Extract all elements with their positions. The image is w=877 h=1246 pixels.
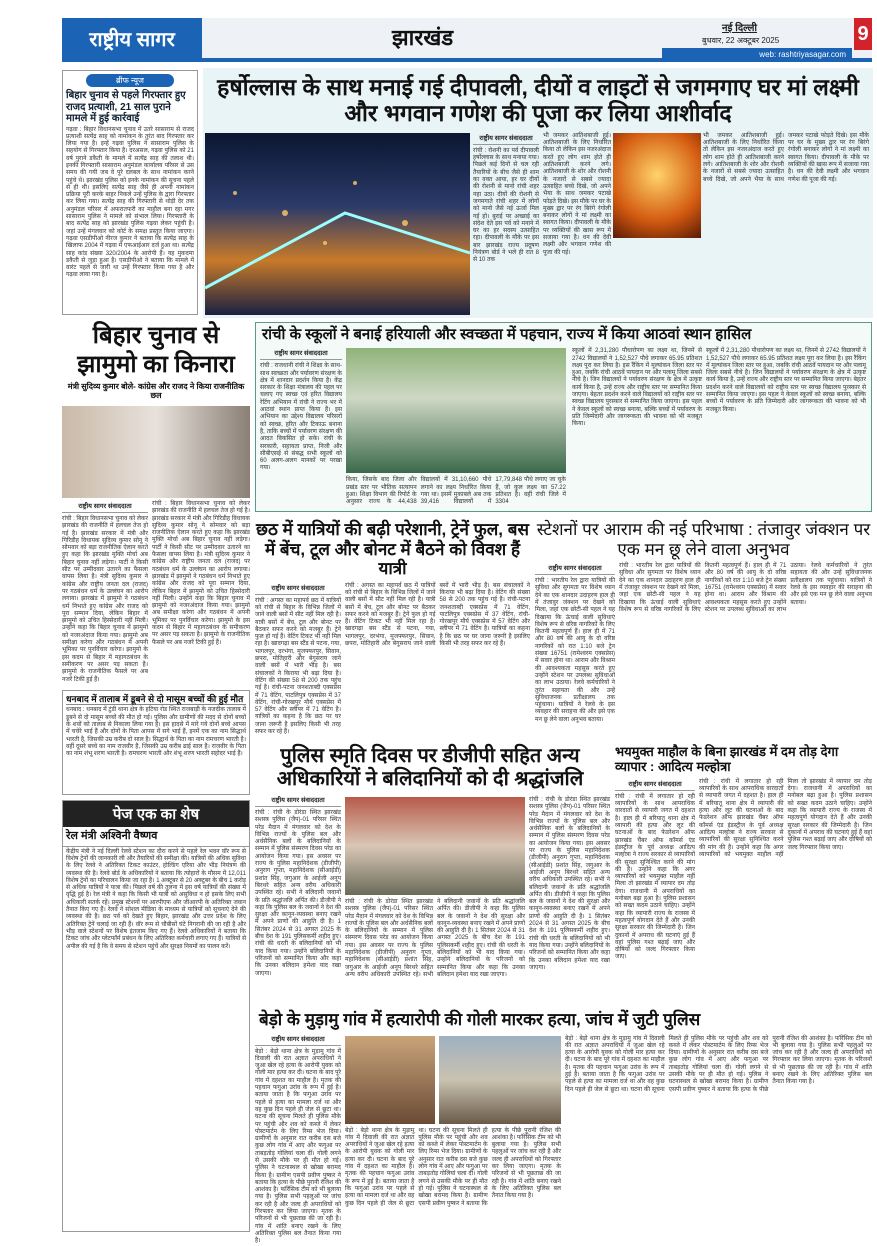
byline: राष्ट्रीय सागर संवाददाता	[255, 1034, 341, 1046]
newspaper-logo: राष्ट्रीय सागर	[62, 18, 202, 58]
top-story	[203, 68, 873, 318]
press-conference-photo	[62, 406, 250, 498]
byline: राष्ट्रीय सागर संवाददाता	[615, 779, 695, 791]
page-one-continued	[62, 800, 250, 1232]
stations-body-1: रांची : भारतीय रेल द्वारा यात्रियों की सुविधा और सुगमता पर विशेष ध्यान देने का एक शानदार उदाहरण हाल ही में तंजावुर जंक्शन पर देखने को मिला, जहां एक छोटी-सी पहल ने यह दिखाया कि ऊंचाई वाली सुविधाएं विशेष रूप से वरिष्ठ नागरिकों के लिए कितनी महत्वपूर्ण हैं। हाल ही में 71 और 80 वर्ष की आयु के दो वरिष्ठ नागरिकों को रात 1:10 बजे ट्रेन संख्या 16751 (रामेश्वरम एक्सप्रेस) में सवार होना था। आराम और विश्राम की आवश्यकता महसूस करते हुए उन्होंने स्टेशन पर उपलब्ध सुविधाओं का लाभ उठाया। रेलवे कर्मचारियों ने तुरंत सहायता की और उन्हें सुविधाजनक प्रतीक्षालय तक पहुंचाया। यात्रियों ने रेलवे के इस व्यवहार की सराहना की और इसे एक मन छू लेने वाला अनुभव बताया।	[535, 578, 615, 723]
dhanbad-headline[interactable]: धनबाद में तालाब में डूबने से दो मासूम बच्चों की हुई मौत	[66, 694, 246, 705]
bihar-subheadline: मंत्री सुदिव्य कुमार बोले- कांग्रेस और राजद ने किया राजनीतिक छल	[67, 381, 245, 400]
continued-body: केंद्रीय मंत्री ने नई दिल्ली रेलवे स्टेशन का दौरा करने से पहले रेल भवन वॉर रूम से विशेष ट्रेनों की जानकारी ली और तैयारियों की समीक्षा की। यात्रियों की अधिक सुविधा के लिए रेलवे ने अतिरिक्त टिकट काउंटर, होल्डिंग एरिया और भीड़ नियंत्रण की व्यवस्था की है। रेलवे बोर्ड के अधिकारियों ने बताया कि त्योहारों के मौसम में 12,011 विशेष ट्रेनों का परिचालन किया जा रहा है। 1 अक्टूबर से 20 अक्टूबर के बीच 1 करोड़ से अधिक यात्रियों ने यात्रा की। पिछले वर्ष की तुलना में इस वर्ष यात्रियों की संख्या में वृद्धि हुई है। रेल मंत्री ने कहा कि किसी भी यात्री को असुविधा न हो इसके लिए सभी अधिकारी सतर्क रहें। प्रमुख स्टेशनों पर आरपीएफ और जीआरपी के अतिरिक्त जवान तैनात किए गए हैं। रेलवे ने सोशल मीडिया के माध्यम से यात्रियों को सूचनाएं देने की व्यवस्था की है। छठ पर्व को देखते हुए बिहार, झारखंड और उत्तर प्रदेश के लिए अतिरिक्त ट्रेनें चलाई जा रही हैं। वॉर रूम से चौबीसों घंटे निगरानी की जा रही है और भीड़ वाले स्टेशनों पर विशेष इंतजाम किए गए हैं। रेलवे अधिकारियों ने बताया कि टिकट जांच और प्लेटफॉर्म प्रबंधन के लिए अतिरिक्त कर्मचारी लगाए गए हैं। यात्रियों से अपील की गई है कि वे समय से स्टेशन पहुंचें और सुरक्षा नियमों का पालन करें।	[66, 848, 246, 950]
bihar-story	[62, 322, 250, 687]
dhanbad-body: धनबाद : धनबाद में टुंडी थाना क्षेत्र के हटिया रोड स्थित राजबाड़ी के नजदीक तालाब में डूबने से दो मासूम बच्चों की मौत हो गई। पुलिस और ग्रामीणों की मदद से दोनों बच्चों के शवों को तालाब से निकाला लिया गया है। इस हादसे में मारे गये दोनों बच्चे आपस में चचेरे भाई हैं और दोनों के पिता आपस में सगे भाई हैं, इनमें एक का नाम सिद्धार्थ भारती है, जिसकी उम्र करीब दो साल है। सिद्धार्थ के पिता का नाम रामचरण भारती है। वहीं दूसरे बच्चे का नाम राजवीर है, जिसकी उम्र करीब ढाई साल है। राजवीर के पिता का नाम शंभू शरण भारती है। रामचरण भारती और शंभू शरण भारती सहोदर भाई हैं।	[66, 707, 246, 758]
chhath-body-1: रांची : अगस्त का महापर्व छठ में यात्रियों को रांची से बिहार के विभिन्न जिलों में जाने वाली बसों में सीट नहीं मिल रही है। यात्री बसों में बेंच, टूल और बोनट पर बैठकर सफर करने को मजबूर हैं। ट्रेनें फुल हो गई हैं। वेटिंग टिकट भी नहीं मिल रहा है। खादगढ़ा बस स्टैंड से पटना, गया, भागलपुर, दरभंगा, मुजफ्फरपुर, सिवान, छपरा, मोतिहारी और बेगूसराय जाने वाली बसों में भारी भीड़ है। बस संचालकों ने किराया भी बढ़ा दिया है। वेटिंग की संख्या 58 से 200 तक पहुंच गई है। रांची-पटना जनशताब्दी एक्सप्रेस में 71 वेटिंग, पाटलिपुत्र एक्सप्रेस में 37 वेटिंग, रांची-गोरखपुर मौर्य एक्सप्रेस में 57 वेटिंग और स्लीपर में 71 वेटिंग है। यात्रियों का कहना है कि छठ पर घर जाना जरूरी है इसलिए किसी भी तरह सफर कर रहे हैं।	[255, 597, 341, 735]
schools-story	[255, 322, 872, 512]
bero-body-1: बेड़ो : बेड़ो थाना क्षेत्र के मुड़ामु गांव में दिवाली की रात अज्ञात अपराधियों ने जुआ खेल रहे हत्या के आरोपी युवक को गोली मार हत्या कर दी। घटना के बाद पूरे गांव में दहशत का माहौल है। मृतक की पहचान फगुआ उरांव के रूप में हुई है। बताया जाता है कि फगुआ उरांव पर पहले से हत्या का मामला दर्ज था और वह कुछ दिन पहले ही जेल से छूटा था। घटना की सूचना मिलते ही पुलिस मौके पर पहुंची और शव को कब्जे में लेकर पोस्टमार्टम के लिए रिम्स भेज दिया। ग्रामीणों के अनुसार रात करीब दस बजे कुछ लोग गांव में आए और फगुआ पर ताबड़तोड़ गोलियां चला दीं। गोली लगने से उसकी मौके पर ही मौत हो गई। पुलिस ने घटनास्थल से खोखा बरामद किया है। ग्रामीण एसपी प्रवीण पुष्कर ने बताया कि हत्या के पीछे पुरानी रंजिश की आशंका है। फॉरेंसिक टीम को भी बुलाया गया है। पुलिस सभी पहलुओं पर जांच कर रही है और जल्द ही अपराधियों को गिरफ्तार कर लिया जाएगा। मृतक के परिजनों से भी पूछताछ की जा रही है। गांव में शांति बनाए रखने के लिए अतिरिक्त पुलिस बल तैनात किया गया है।	[255, 1048, 342, 1245]
police-body-2: रांची : रांची के डोरंडा स्थित झारखंड सशस्त्र पुलिस (जैप)-01 परिसर स्थित परेड मैदान में मंगलवार को देश के विभिन्न राज्यों के पुलिस बल और अर्धसैनिक बलों के बलिदानियों के सम्मान में पुलिस संस्मरण दिवस परेड का आयोजन किया गया। इस अवसर पर राज्य के पुलिस महानिदेशक (डीजीपी) अनुराग गुप्ता, महानिदेशक (सीआईडी) प्रशांत सिंह, जगुआर के आईजी अनूप बिरथरे सहित अन्य वरीय अधिकारी उपस्थित रहे। सभी ने बलिदानी जवानों के प्रति श्रद्धांजलि अर्पित की। डीजीपी ने कहा कि पुलिस बल के जवानों ने देश की सुरक्षा और कानून-व्यवस्था बनाए रखने में अपने प्राणों की आहुति दी है। 1 सितंबर 2024 से 31 अगस्त 2025 के बीच देश के 191 पुलिसकर्मी शहीद हुए। रांची की धरती के बलिदानियों को भी याद किया गया। उन्होंने बलिदानियों के परिजनों को सम्मानित किया और कहा कि उनका बलिदान हमेशा याद रखा जाएगा।	[345, 899, 525, 978]
bero-headline[interactable]: बेड़ो के मुड़ामु गांव में हत्यारोपी की गोली मारकर हत्या, जांच में जुटी पुलिस	[259, 1010, 701, 1029]
schools-headline[interactable]: रांची के स्कूलों ने बनाई हरियाली और स्वच्छता में पहचान, राज्य में किया आठवां स्थान हासिल	[262, 326, 752, 343]
top-body-3: भी जमकर आतिशबाजी हुई। आतिशबाजी के लिए निर्धारित किया तो लेकिन इस नजरअंदाज करते हुए लोग शाम होते ही आतिशबाजी करने लगे। आतिशबाजी के शोर और रोशनी के नजारों से सबसे ज्यादा उत्साहित बच्चे दिखे, जो अपने भैया के साथ जमकर पटाखे फोड़ते दिखे। इस मौके पर घर के मुख्य द्वार पर रंग बिरंगे रंगोली बनाकर लोगों ने मां लक्ष्मी का स्वागत किया। दीपावली के मौके पर व्यक्तियों की खास रूप में सजाया गया है। धन की देवी लक्ष्मी और भगवान गणेश की पूजा की गई।	[703, 132, 869, 183]
bihar-headline[interactable]: बिहार चुनाव से झामुमो का किनारा	[77, 322, 235, 378]
schools-body-1: रांची : राजधानी रांची ने शिक्षा के साथ-साथ स्वच्छता और पर्यावरण संरक्षण के क्षेत्र में शानदार प्रदर्शन किया है। केंद्र सरकार के शिक्षा मंत्रालय की पहल पर चलाए गए स्वच्छ एवं हरित विद्यालय रेटिंग अभियान में रांची ने राज्य भर में आठवां स्थान प्राप्त किया है। इस अभियान का उद्देश्य विद्यालय परिसरों को स्वच्छ, हरित और टिकाऊ बनाना है, ताकि बच्चों में पर्यावरण संरक्षण की आदत विकसित हो सके। रांची के सरकारी, सहायता प्राप्त, निजी और सीबीएसई से संबद्ध सभी स्कूलों को 60 अलग-अलग मानकों पर परखा गया।	[260, 363, 342, 472]
trade-body-2: रांची : रांची में लगातार हो रही व्यापारियों के साथ आपराधिक वारदातों से व्यापारी जगत में दहशत है। हाल ही में बरियातू थाना क्षेत्र में व्यापारी की हत्या और लूट की घटनाओं के बाद फेडरेशन ऑफ झारखंड चैंबर ऑफ कॉमर्स एंड इंडस्ट्रीज के पूर्व अध्यक्ष आदित्य मल्होत्रा ने राज्य सरकार से व्यापारियों की सुरक्षा सुनिश्चित करने की मांग की है। उन्होंने कहा कि अगर व्यापारियों को भयमुक्त माहौल नहीं मिला तो झारखंड में व्यापार दम तोड़ देगा। राजधानी में अपराधियों का मनोबल बढ़ा हुआ है। पुलिस प्रशासन को सख्त कदम उठाने चाहिए। उन्होंने कहा कि व्यापारी राज्य के राजस्व में महत्वपूर्ण योगदान देते हैं और उनकी सुरक्षा सरकार की जिम्मेदारी है। जिन दुकानों में अपराध की घटनाएं हुई हैं वहां पुलिस गश्त बढ़ाई जाए और दोषियों को जल्द गिरफ्तार किया जाए।	[699, 778, 872, 858]
stations-body-2: रांची : भारतीय रेल द्वारा यात्रियों की सुविधा और सुगमता पर विशेष ध्यान देने का एक शानदार उदाहरण हाल ही में तंजावुर जंक्शन पर देखने को मिला, जहां एक छोटी-सी पहल ने यह दिखाया कि ऊंचाई वाली सुविधाएं विशेष रूप से वरिष्ठ नागरिकों के लिए कितनी महत्वपूर्ण हैं। हाल ही में 71 और 80 वर्ष की आयु के दो वरिष्ठ नागरिकों को रात 1:10 बजे ट्रेन संख्या 16751 (रामेश्वरम एक्सप्रेस) में सवार होना था। आराम और विश्राम की आवश्यकता महसूस करते हुए उन्होंने स्टेशन पर उपलब्ध सुविधाओं का लाभ उठाया। रेलवे कर्मचारियों ने तुरंत सहायता की और उन्हें सुविधाजनक प्रतीक्षालय तक पहुंचाया। यात्रियों ने रेलवे के इस व्यवहार की सराहना की और इसे एक मन छू लेने वाला अनुभव बताया।	[619, 563, 872, 613]
byline: राष्ट्रीय सागर संवाददाता	[473, 133, 539, 145]
police-story	[255, 745, 610, 1003]
police-parade-photo	[345, 797, 525, 895]
bero-story	[255, 1010, 872, 1245]
masthead	[62, 18, 872, 62]
page-number: 9	[854, 18, 872, 50]
chhath-story	[255, 520, 530, 738]
top-headline[interactable]: हर्षोल्लास के साथ मनाई गई दीपावली, दीयों व लाइटों से जगमगाए घर मां लक्ष्मी और भगवान गणेश की पूजा कर लिया आशीर्वाद	[217, 74, 859, 127]
bihar-body-1: रांची : बिहार विधानसभा चुनाव को लेकर झारखंड की राजनीति में हलचल तेज हो गई है। झारखंड सरकार में मंत्री और गिरिडीह विधायक सुदिव्य कुमार सोनू ने सोमवार को बड़ा राजनीतिक ऐलान करते हुए कहा कि झारखंड मुक्ति मोर्चा अब बिहार चुनाव नहीं लड़ेगा। पार्टी ने किसी सीट पर उम्मीदवार उतारने का फैसला वापस लिया है। मंत्री सुदिव्य कुमार ने कांग्रेस और राष्ट्रीय जनता दल (राजद) पर गठबंधन धर्म के उल्लंघन का आरोप लगाया। झारखंड में झामुमो ने गठबंधन धर्म निभाते हुए कांग्रेस और राजद को पूरा सम्मान दिया, लेकिन बिहार में झामुमो को उचित हिस्सेदारी नहीं मिली। उन्होंने कहा कि बिहार चुनाव में झामुमो को नजरअंदाज किया गया। झामुमो अब समीक्षा करेगा और गठबंधन में अपनी भूमिका पर पुनर्विचार करेगा। झामुमो के इस कदम से बिहार में महागठबंधन के समीकरण पर असर पड़ सकता है। झामुमो के राजनीतिक फैसले पर अब नजरें टिकी हुई हैं।	[62, 515, 148, 683]
trade-headline[interactable]: भयमुक्त माहौल के बिना झारखंड में दम तोड़ देगा व्यापार : आदित्य मल्होत्रा	[615, 744, 839, 774]
stations-story	[535, 520, 872, 738]
bero-body-2: बेड़ो : बेड़ो थाना क्षेत्र के मुड़ामु गांव में दिवाली की रात अज्ञात अपराधियों ने जुआ खेल रहे हत्या के आरोपी युवक को गोली मार हत्या कर दी। घटना के बाद पूरे गांव में दहशत का माहौल है। मृतक की पहचान फगुआ उरांव के रूप में हुई है। बताया जाता है कि फगुआ उरांव पर पहले से हत्या का मामला दर्ज था और वह कुछ दिन पहले ही जेल से छूटा था। घटना की सूचना मिलते ही पुलिस मौके पर पहुंची और शव को कब्जे में लेकर पोस्टमार्टम के लिए रिम्स भेज दिया। ग्रामीणों के अनुसार रात करीब दस बजे कुछ लोग गांव में आए और फगुआ पर ताबड़तोड़ गोलियां चला दीं। गोली लगने से उसकी मौके पर ही मौत हो गई। पुलिस ने घटनास्थल से खोखा बरामद किया है। ग्रामीण एसपी प्रवीण पुष्कर ने बताया कि हत्या के पीछे पुरानी रंजिश की आशंका है। फॉरेंसिक टीम को भी बुलाया गया है। पुलिस सभी पहलुओं पर जांच कर रही है और जल्द ही अपराधियों को गिरफ्तार कर लिया जाएगा। मृतक के परिजनों से भी पूछताछ की जा रही है। गांव में शांति बनाए रखने के लिए अतिरिक्त पुलिस बल तैनात किया गया है।	[345, 1127, 561, 1207]
stations-headline[interactable]: स्टेशनों पर आराम की नई परिभाषा : तंजावुर जंक्शन पर एक मन छू लेने वाला अनुभव	[536, 520, 871, 559]
lakshmi-ganesh-photo	[613, 133, 701, 238]
crime-scene-photo	[439, 1036, 561, 1124]
byline: राष्ट्रीय सागर संवाददाता	[62, 501, 148, 513]
police-headline[interactable]: पुलिस स्मृति दिवस पर डीजीपी सहित अन्य अधिकारियों ने बलिदानियों को दी श्रद्धांजलि	[276, 745, 584, 790]
students-photo	[346, 348, 566, 473]
byline: राष्ट्रीय सागर संवाददाता	[260, 348, 342, 360]
byline: राष्ट्रीय सागर संवाददाता	[255, 583, 341, 595]
trade-body-1: रांची : रांची में लगातार हो रही व्यापारियों के साथ आपराधिक वारदातों से व्यापारी जगत में दहशत है। हाल ही में बरियातू थाना क्षेत्र में व्यापारी की हत्या और लूट की घटनाओं के बाद फेडरेशन ऑफ झारखंड चैंबर ऑफ कॉमर्स एंड इंडस्ट्रीज के पूर्व अध्यक्ष आदित्य मल्होत्रा ने राज्य सरकार से व्यापारियों की सुरक्षा सुनिश्चित करने की मांग की है। उन्होंने कहा कि अगर व्यापारियों को भयमुक्त माहौल नहीं मिला तो झारखंड में व्यापार दम तोड़ देगा। राजधानी में अपराधियों का मनोबल बढ़ा हुआ है। पुलिस प्रशासन को सख्त कदम उठाने चाहिए। उन्होंने कहा कि व्यापारी राज्य के राजस्व में महत्वपूर्ण योगदान देते हैं और उनकी सुरक्षा सरकार की जिम्मेदारी है। जिन दुकानों में अपराध की घटनाएं हुई हैं वहां पुलिस गश्त बढ़ाई जाए और दोषियों को जल्द गिरफ्तार किया जाए।	[615, 793, 695, 961]
edition-date: बुधवार, 22 अक्टूबर 2025	[702, 36, 780, 45]
police-body-3: रांची : रांची के डोरंडा स्थित झारखंड सशस्त्र पुलिस (जैप)-01 परिसर स्थित परेड मैदान में मंगलवार को देश के विभिन्न राज्यों के पुलिस बल और अर्धसैनिक बलों के बलिदानियों के सम्मान में पुलिस संस्मरण दिवस परेड का आयोजन किया गया। इस अवसर पर राज्य के पुलिस महानिदेशक (डीजीपी) अनुराग गुप्ता, महानिदेशक (सीआईडी) प्रशांत सिंह, जगुआर के आईजी अनूप बिरथरे सहित अन्य वरीय अधिकारी उपस्थित रहे। सभी ने बलिदानी जवानों के प्रति श्रद्धांजलि अर्पित की। डीजीपी ने कहा कि पुलिस बल के जवानों ने देश की सुरक्षा और कानून-व्यवस्था बनाए रखने में अपने प्राणों की आहुति दी है। 1 सितंबर 2024 से 31 अगस्त 2025 के बीच देश के 191 पुलिसकर्मी शहीद हुए। रांची की धरती के बलिदानियों को भी याद किया गया। उन्होंने बलिदानियों के परिजनों को सम्मानित किया और कहा कि उनका बलिदान हमेशा याद रखा जाएगा।	[529, 797, 610, 971]
schools-body-4: स्कूलों में 2,31,280 पौधारोपण का लक्ष्य था, जिनमें से 2742 विद्यालयों ने 1,52,527 पौधे लगाकर 65.95 प्रतिशत लक्ष्य पूरा कर लिया है। इस रैंकिंग में मूल्यांकन जिला स्तर पर हुआ, जबकि रांची आठवें पायदान पर और पलामू जिला सबसे नीचे है। जिन विद्यालयों ने पर्यावरण संरक्षण के क्षेत्र में उत्कृष्ट कार्य किया है, उन्हें राज्य और राष्ट्रीय स्तर पर सम्मानित किया जाएगा। बेहतर प्रदर्शन करने वाले विद्यालयों को राष्ट्रीय स्तर पर स्वच्छ विद्यालय पुरस्कार से सम्मानित किया जाएगा। इस पहल ने केवल स्कूलों को स्वच्छ बनाया, बल्कि बच्चों में पर्यावरण के प्रति जिम्मेदारी और जागरूकता की भावना को भी मजबूत किया।	[572, 348, 702, 428]
brief-news-box	[62, 70, 198, 315]
top-body-2: भी जमकर आतिशबाजी हुई। आतिशबाजी के लिए निर्धारित किया तो लेकिन इस नजरअंदाज करते हुए लोग शाम होते ही आतिशबाजी करने लगे। आतिशबाजी के शोर और रोशनी के नजारों से सबसे ज्यादा उत्साहित बच्चे दिखे, जो अपने भैया के साथ जमकर पटाखे फोड़ते दिखे। इस मौके पर घर के मुख्य द्वार पर रंग बिरंगे रंगोली बनाकर लोगों ने मां लक्ष्मी का स्वागत किया। दीपावली के मौके पर व्यक्तियों की खास रूप में सजाया गया है। धन की देवी लक्ष्मी और भगवान गणेश की पूजा की गई।	[543, 132, 611, 256]
byline: राष्ट्रीय सागर संवाददाता	[535, 563, 615, 575]
victim-photo	[345, 1036, 435, 1124]
bero-body-3: बेड़ो : बेड़ो थाना क्षेत्र के मुड़ामु गांव में दिवाली की रात अज्ञात अपराधियों ने जुआ खेल रहे हत्या के आरोपी युवक को गोली मार हत्या कर दी। घटना के बाद पूरे गांव में दहशत का माहौल है। मृतक की पहचान फगुआ उरांव के रूप में हुई है। बताया जाता है कि फगुआ उरांव पर पहले से हत्या का मामला दर्ज था और वह कुछ दिन पहले ही जेल से छूटा था। घटना की सूचना मिलते ही पुलिस मौके पर पहुंची और शव को कब्जे में लेकर पोस्टमार्टम के लिए रिम्स भेज दिया। ग्रामीणों के अनुसार रात करीब दस बजे कुछ लोग गांव में आए और फगुआ पर ताबड़तोड़ गोलियां चला दीं। गोली लगने से उसकी मौके पर ही मौत हो गई। पुलिस ने घटनास्थल से खोखा बरामद किया है। ग्रामीण एसपी प्रवीण पुष्कर ने बताया कि हत्या के पीछे पुरानी रंजिश की आशंका है। फॉरेंसिक टीम को भी बुलाया गया है। पुलिस सभी पहलुओं पर जांच कर रही है और जल्द ही अपराधियों को गिरफ्तार कर लिया जाएगा। मृतक के परिजनों से भी पूछताछ की जा रही है। गांव में शांति बनाए रखने के लिए अतिरिक्त पुलिस बल तैनात किया गया है।	[565, 1035, 872, 1093]
byline: राष्ट्रीय सागर संवाददाता	[255, 795, 341, 807]
schools-body-3: स्कूलों में 2,31,280 पौधारोपण का लक्ष्य था, जिनमें से 2742 विद्यालयों ने 1,52,527 पौधे लगाकर 65.95 प्रतिशत लक्ष्य पूरा कर लिया है। इस रैंकिंग में मूल्यांकन जिला स्तर पर हुआ, जबकि रांची आठवें पायदान पर और पलामू जिला सबसे नीचे है। जिन विद्यालयों ने पर्यावरण संरक्षण के क्षेत्र में उत्कृष्ट कार्य किया है, उन्हें राज्य और राष्ट्रीय स्तर पर सम्मानित किया जाएगा। बेहतर प्रदर्शन करने वाले विद्यालयों को राष्ट्रीय स्तर पर स्वच्छ विद्यालय पुरस्कार से सम्मानित किया जाएगा। इस पहल ने केवल स्कूलों को स्वच्छ बनाया, बल्कि बच्चों में पर्यावरण के प्रति जिम्मेदारी और जागरूकता की भावना को भी मजबूत किया।	[706, 348, 866, 413]
brief-body: गढ़वा : बिहार विधानसभा चुनाव में उतरे सासाराम से राजद प्रत्याशी सत्येंद्र साह को नामांकन के तुरंत बाद गिरफ्तार कर लिया गया है। इन्हें गढ़वा पुलिस ने सासाराम पुलिस के सहयोग से गिरफ्तार किया है। दरअसल, गढ़वा पुलिस को 21 वर्ष पुराने डकैती के मामले में सत्येंद्र साह की तलाश थी। इनकी गिरफ्तारी सासाराम अनुमंडल कार्यालय परिसर से उस समय की गयी जब वे पूरे दलबल के साथ नामांकन करने पहुंचे थे। झारखंड पुलिस को इनके नामांकन की सूचना पहले से ही थी। इसलिए सत्येंद्र साह जैसे ही अपनी नामांकन प्रक्रिया पूरी करके बाहर निकले उन्हें पुलिस के द्वारा गिरफ्तार कर लिया गया। सत्येंद्र साह की गिरफ्तारी से थोड़ी देर तक अनुमंडल परिसर में अफरातफरी का माहौल बना रहा मगर सासाराम पुलिस ने मामले को संभाल लिया। गिरफ्तारी के बाद सत्येंद्र साह को झारखंड पुलिस गढ़वा लेकर पहुंची है। जहां उन्हें मंगलवार को कोर्ट के समक्ष प्रस्तुत किया जाएगा। गढ़वा एसडीपीओ नीरज कुमार ने बताया कि सत्येंद्र साह के खिलाफ 2004 में गढ़वा में एफआईआर दर्ज हुआ था। सत्येंद्र साह कांड संख्या 320/2004 के आरोपी हैं। यह मुकदमा डकैती से जुड़ा हुआ है। एसडीपीओ ने बताया कि मामले में वारंट पहले से जारी था उन्हें गिरफ्तार किया गया है और गढ़वा लाया गया है।	[66, 126, 194, 279]
brief-tag: ब्रीफ न्यूज	[86, 74, 174, 87]
diwali-city-photo	[205, 133, 470, 315]
dhanbad-story	[62, 690, 250, 795]
edition-city: नई दिल्ली	[722, 23, 758, 34]
trade-story	[615, 745, 872, 1003]
website-link[interactable]: web: rashtriyasagar.com	[662, 48, 852, 62]
schools-body-2: किया, जिसके बाद जिला और प्रखंड स्तर पर भौतिक सत्यापन हुआ। शिक्षा विभाग की रिपोर्ट के अनुसार राज्य के 44,438 विद्यालयों में 31,10,660 पौधे लगाने का लक्ष्य निर्धारित किया गया था। इसमें मुकाबले अब तक 39,416 विद्यालयों में 17,79,848 पौधे लगाए जा चुके हैं, जो कुल लक्ष्य का 57.22 प्रतिशत है। वहीं रांची जिले में 3304	[346, 477, 566, 506]
chhath-headline[interactable]: छठ में यात्रियों की बढ़ी परेशानी, ट्रेनें फुल, बस में बेंच, टूल और बोनट में बैठने को विवश हैं यात्री	[256, 520, 529, 579]
top-col1	[473, 133, 539, 315]
brief-headline[interactable]: बिहार चुनाव से पहले गिरफ्तार हुए राजद प्रत्याशी, 21 साल पुराने मामले में हुई कार्रवाई	[66, 90, 186, 124]
bihar-body-2: रांची : बिहार विधानसभा चुनाव को लेकर झारखंड की राजनीति में हलचल तेज हो गई है। झारखंड सरकार में मंत्री और गिरिडीह विधायक सुदिव्य कुमार सोनू ने सोमवार को बड़ा राजनीतिक ऐलान करते हुए कहा कि झारखंड मुक्ति मोर्चा अब बिहार चुनाव नहीं लड़ेगा। पार्टी ने किसी सीट पर उम्मीदवार उतारने का फैसला वापस लिया है। मंत्री सुदिव्य कुमार ने कांग्रेस और राष्ट्रीय जनता दल (राजद) पर गठबंधन धर्म के उल्लंघन का आरोप लगाया। झारखंड में झामुमो ने गठबंधन धर्म निभाते हुए कांग्रेस और राजद को पूरा सम्मान दिया, लेकिन बिहार में झामुमो को उचित हिस्सेदारी नहीं मिली। उन्होंने कहा कि बिहार चुनाव में झामुमो को नजरअंदाज किया गया। झामुमो अब समीक्षा करेगा और गठबंधन में अपनी भूमिका पर पुनर्विचार करेगा। झामुमो के इस कदम से बिहार में महागठबंधन के समीकरण पर असर पड़ सकता है। झामुमो के राजनीतिक फैसले पर अब नजरें टिकी हुई हैं।	[152, 500, 250, 646]
continued-banner: पेज एक का शेष	[63, 801, 249, 827]
police-body-1: रांची : रांची के डोरंडा स्थित झारखंड सशस्त्र पुलिस (जैप)-01 परिसर स्थित परेड मैदान में मंगलवार को देश के विभिन्न राज्यों के पुलिस बल और अर्धसैनिक बलों के बलिदानियों के सम्मान में पुलिस संस्मरण दिवस परेड का आयोजन किया गया। इस अवसर पर राज्य के पुलिस महानिदेशक (डीजीपी) अनुराग गुप्ता, महानिदेशक (सीआईडी) प्रशांत सिंह, जगुआर के आईजी अनूप बिरथरे सहित अन्य वरीय अधिकारी उपस्थित रहे। सभी ने बलिदानी जवानों के प्रति श्रद्धांजलि अर्पित की। डीजीपी ने कहा कि पुलिस बल के जवानों ने देश की सुरक्षा और कानून-व्यवस्था बनाए रखने में अपने प्राणों की आहुति दी है। 1 सितंबर 2024 से 31 अगस्त 2025 के बीच देश के 191 पुलिसकर्मी शहीद हुए। रांची की धरती के बलिदानियों को भी याद किया गया। उन्होंने बलिदानियों के परिजनों को सम्मानित किया और कहा कि उनका बलिदान हमेशा याद रखा जाएगा।	[255, 810, 341, 977]
chhath-body-2: रांची : अगस्त का महापर्व छठ में यात्रियों को रांची से बिहार के विभिन्न जिलों में जाने वाली बसों में सीट नहीं मिल रही है। यात्री बसों में बेंच, टूल और बोनट पर बैठकर सफर करने को मजबूर हैं। ट्रेनें फुल हो गई हैं। वेटिंग टिकट भी नहीं मिल रहा है। खादगढ़ा बस स्टैंड से पटना, गया, भागलपुर, दरभंगा, मुजफ्फरपुर, सिवान, छपरा, मोतिहारी और बेगूसराय जाने वाली बसों में भारी भीड़ है। बस संचालकों ने किराया भी बढ़ा दिया है। वेटिंग की संख्या 58 से 200 तक पहुंच गई है। रांची-पटना जनशताब्दी एक्सप्रेस में 71 वेटिंग, पाटलिपुत्र एक्सप्रेस में 37 वेटिंग, रांची-गोरखपुर मौर्य एक्सप्रेस में 57 वेटिंग और स्लीपर में 71 वेटिंग है। यात्रियों का कहना है कि छठ पर घर जाना जरूरी है इसलिए किसी भी तरह सफर कर रहे हैं।	[345, 582, 530, 648]
section-title: झारखंड	[392, 25, 454, 50]
continued-headline[interactable]: रेल मंत्री अश्विनी वैष्णव	[63, 827, 249, 847]
top-body-1: रांची : रोशनी का पर्व दीपावली हर्षोल्लास के साथ मनाया गया। पिछले कई दिनों से चल रही तैयारियों के बीच जैसे ही शाम का वक्त आया, हर घर दीयों की रोशनी से मानो रांची शहर नहा उठा। दीयों की रोशनी से जगमगाते रांची शहर में लोगों को मानो जैसे नई ऊर्जा मिल गई हो। बुराई पर अच्छाई का संदेश देते इस पर्व को मनाने में घर का हर सदस्य उत्साहित रहा। दीपावली के मौके पर इस बार झारखंड राज्य प्रदूषण नियंत्रण बोर्ड ने भले ही रात 8 से 10 तक	[473, 147, 539, 264]
